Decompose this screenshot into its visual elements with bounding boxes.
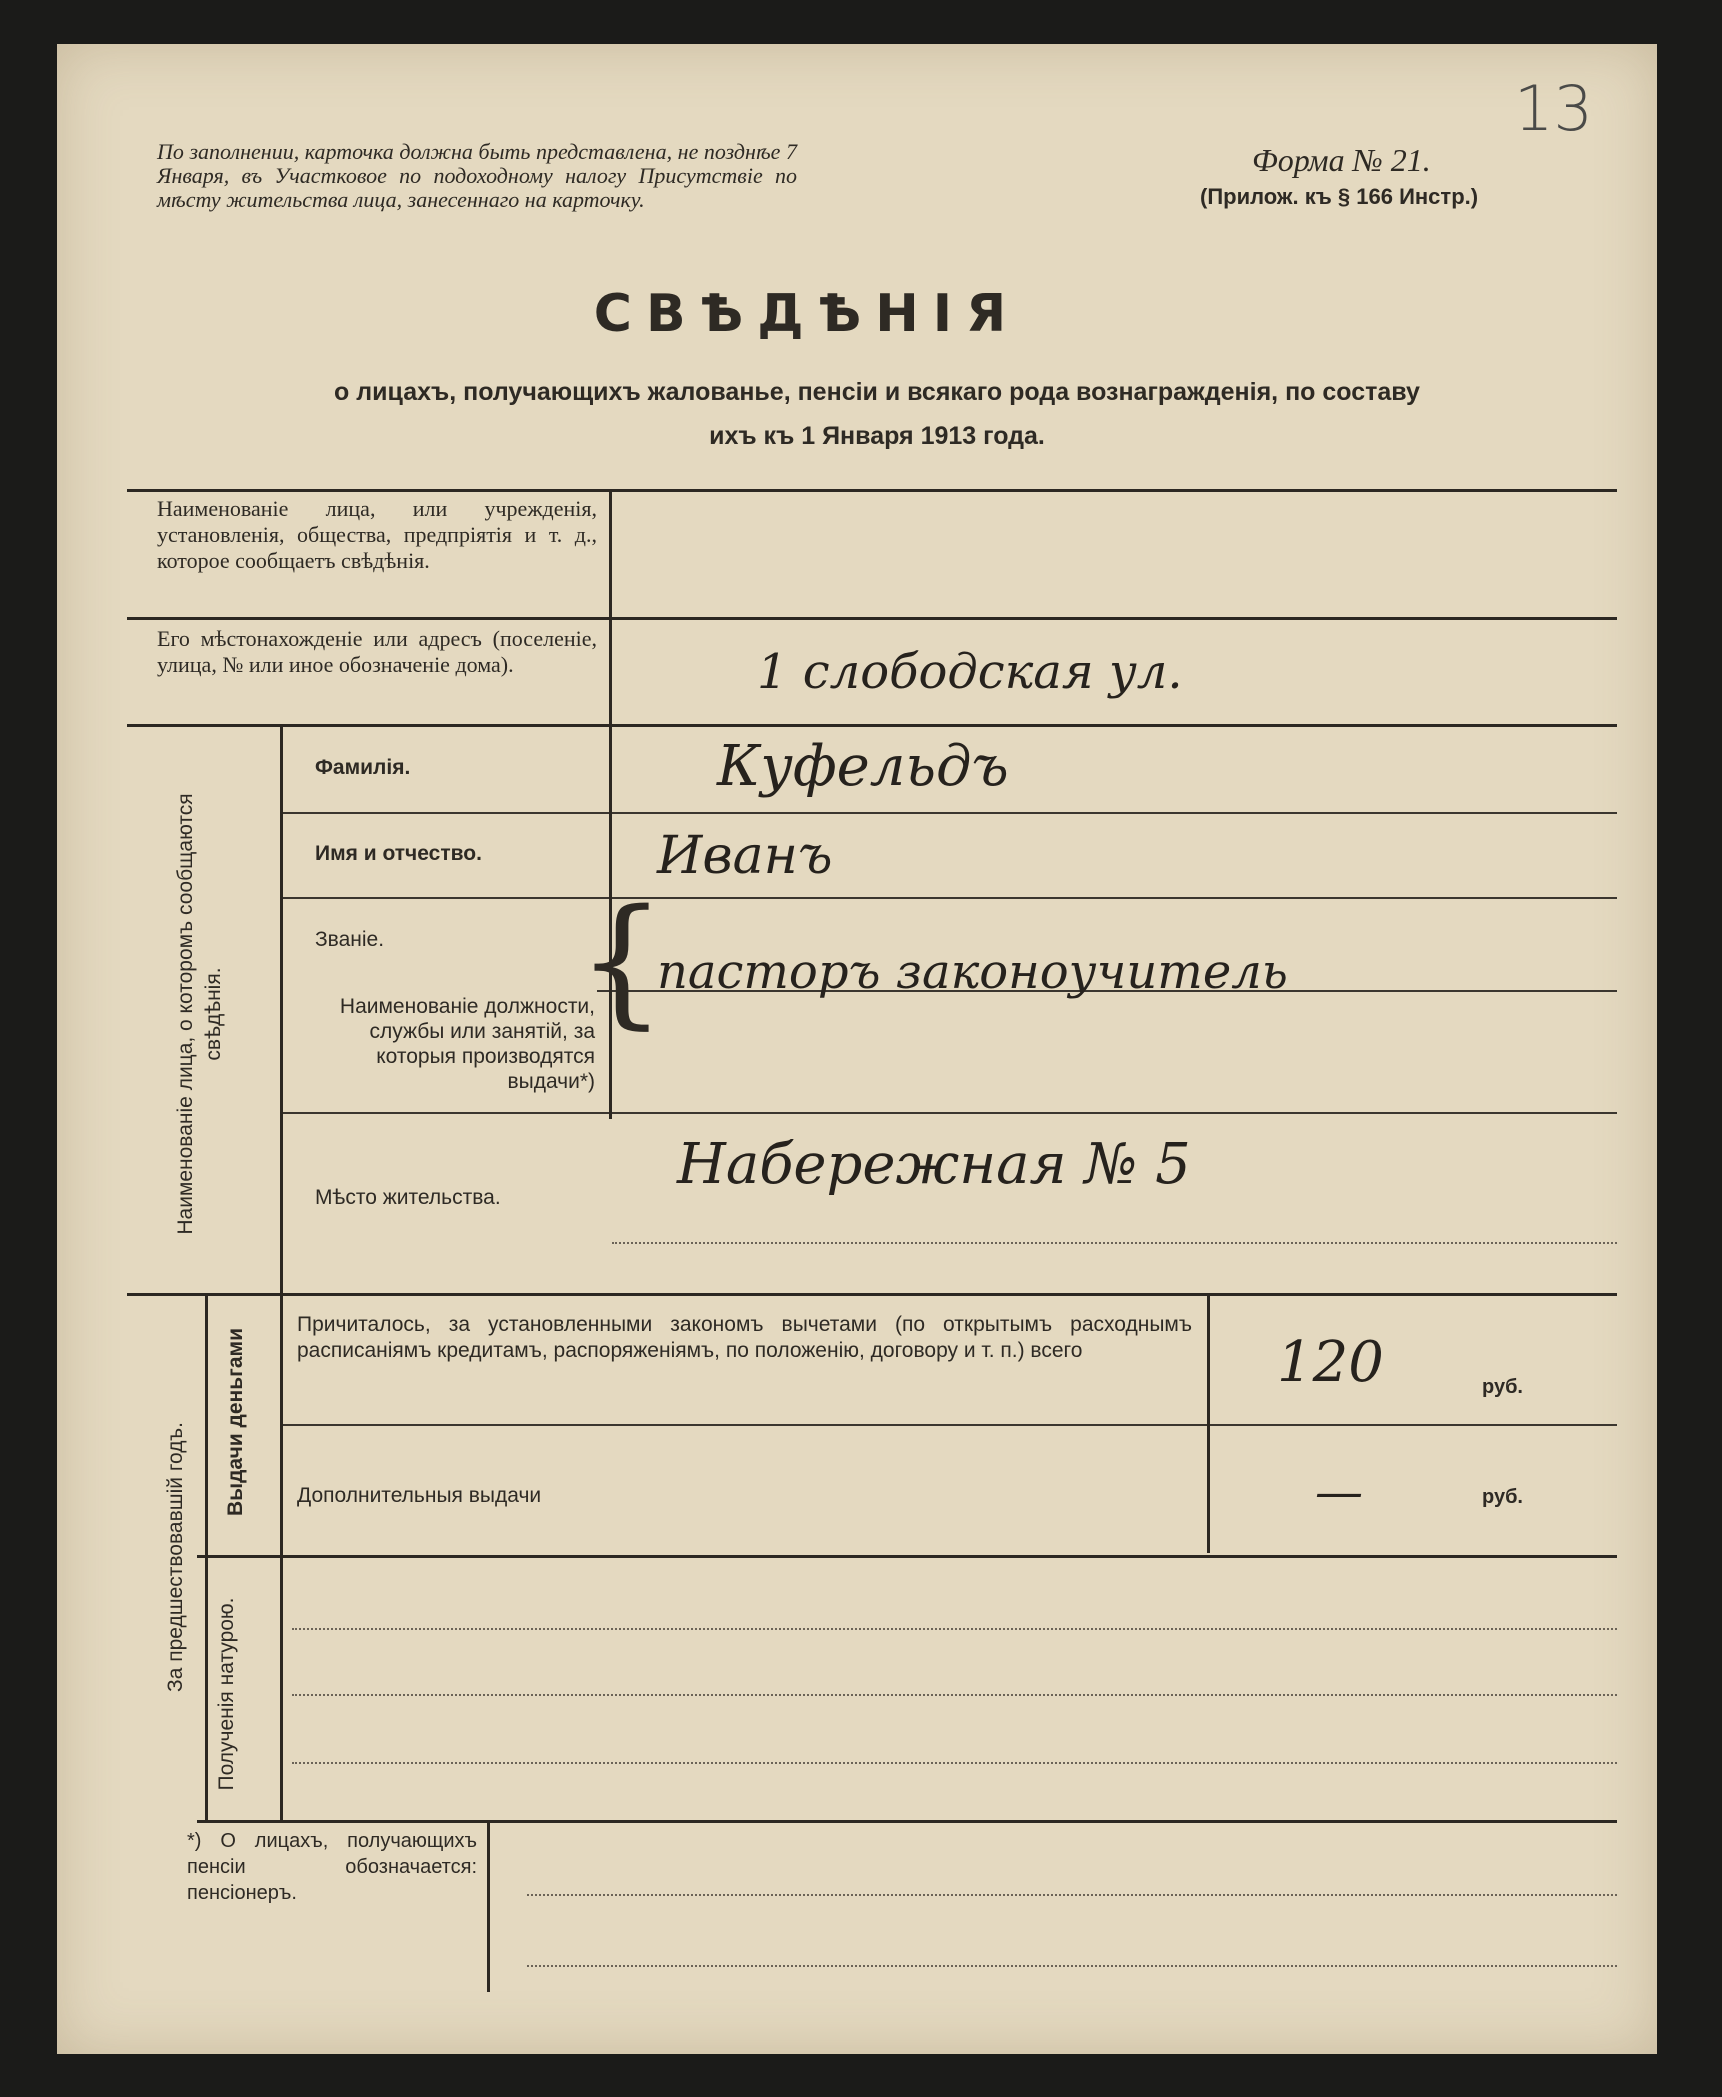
row-divider bbox=[282, 812, 1617, 814]
row-divider bbox=[197, 1820, 1617, 1823]
row-divider bbox=[197, 1555, 1617, 1558]
dotted-line bbox=[292, 1628, 1617, 1630]
salary-label: Причиталось, за установленными закономъ вычетами (по открытымъ расходнымъ расписаніямъ кредитамъ, распоряженіямъ, по положенію, договору и т. п.) всего bbox=[297, 1313, 1192, 1362]
salary-unit: руб. bbox=[1482, 1376, 1523, 1398]
row-divider bbox=[127, 724, 1617, 727]
year-group-label: За предшествовавшій годъ. bbox=[164, 1422, 187, 1692]
column-divider bbox=[205, 1293, 208, 1820]
dotted-line bbox=[527, 1965, 1617, 1967]
header-instruction: По заполнении, карточка должна быть представлена, не позднѣе 7 Января, въ Участковое по подоходному налогу Присутствіе по мѣсту жительства лица, занесеннаго на карточку. bbox=[157, 139, 797, 212]
document-title: СВѢДѢНІЯ bbox=[593, 284, 1021, 344]
residence-label: Мѣсто жительства. bbox=[315, 1186, 501, 1209]
row-divider bbox=[282, 1424, 1617, 1426]
table-top-rule bbox=[127, 489, 1617, 492]
address-value[interactable]: 1 слободская ул. bbox=[757, 644, 1183, 700]
residence-value[interactable]: Набережная № 5 bbox=[677, 1132, 1191, 1197]
form-number: Форма № 21. bbox=[1252, 142, 1431, 178]
archive-page-number: 13 bbox=[1514, 72, 1593, 145]
person-group-label: Наименованіе лица, о которомъ сообщаются свѣдѣнія. bbox=[174, 793, 225, 1235]
column-divider bbox=[487, 1820, 490, 1992]
name-label: Имя и отчество. bbox=[315, 842, 482, 865]
additional-value[interactable]: — bbox=[1315, 1464, 1363, 1520]
column-divider bbox=[1207, 1293, 1210, 1553]
dotted-line bbox=[292, 1762, 1617, 1764]
money-group-label: Выдачи деньгами bbox=[224, 1328, 247, 1516]
brace-mark: { bbox=[577, 880, 667, 1043]
rank-label: Званіе. bbox=[315, 928, 385, 951]
rank-value[interactable]: пасторъ законоучитель bbox=[657, 944, 1288, 1000]
column-divider bbox=[280, 724, 283, 1293]
column-divider bbox=[280, 1293, 283, 1820]
row-divider bbox=[282, 1112, 1617, 1114]
document-subtitle-line2: ихъ къ 1 Января 1913 года. bbox=[709, 422, 1045, 450]
additional-unit: руб. bbox=[1482, 1486, 1523, 1508]
form-card bbox=[57, 44, 1657, 2054]
row-divider bbox=[282, 897, 1617, 899]
address-label: Его мѣстонахожденіе или адресъ (поселеніе, улица, № или иное обозначеніе дома). bbox=[157, 626, 597, 677]
document-subtitle-line1: о лицахъ, получающихъ жалованье, пенсіи и всякаго рода вознагражденія, по составу bbox=[334, 378, 1420, 406]
surname-label: Фамилія. bbox=[315, 756, 411, 779]
additional-label: Дополнительныя выдачи bbox=[297, 1484, 542, 1507]
kind-group-label: Полученія натурою. bbox=[215, 1597, 238, 1791]
dotted-line bbox=[612, 1242, 1617, 1244]
footnote: *) О лицахъ, получающихъ пенсіи обозначается: пенсіонеръ. bbox=[187, 1830, 477, 1904]
salary-value[interactable]: 120 bbox=[1277, 1330, 1384, 1395]
surname-value[interactable]: Куфельдъ bbox=[717, 734, 1009, 799]
row-divider bbox=[127, 617, 1617, 620]
form-reference: (Прилож. къ § 166 Инстр.) bbox=[1200, 184, 1479, 209]
institution-label: Наименованіе лица, или учрежденія, установленія, общества, предпріятія и т. д., которое сообщаетъ свѣдѣнія. bbox=[157, 496, 597, 573]
dotted-line bbox=[527, 1894, 1617, 1896]
position-label: Наименованіе должности, службы или занятій, за которыя производятся выдачи*) bbox=[339, 995, 595, 1093]
name-value[interactable]: Иванъ bbox=[657, 826, 833, 886]
dotted-line bbox=[292, 1694, 1617, 1696]
row-divider bbox=[127, 1293, 1617, 1296]
